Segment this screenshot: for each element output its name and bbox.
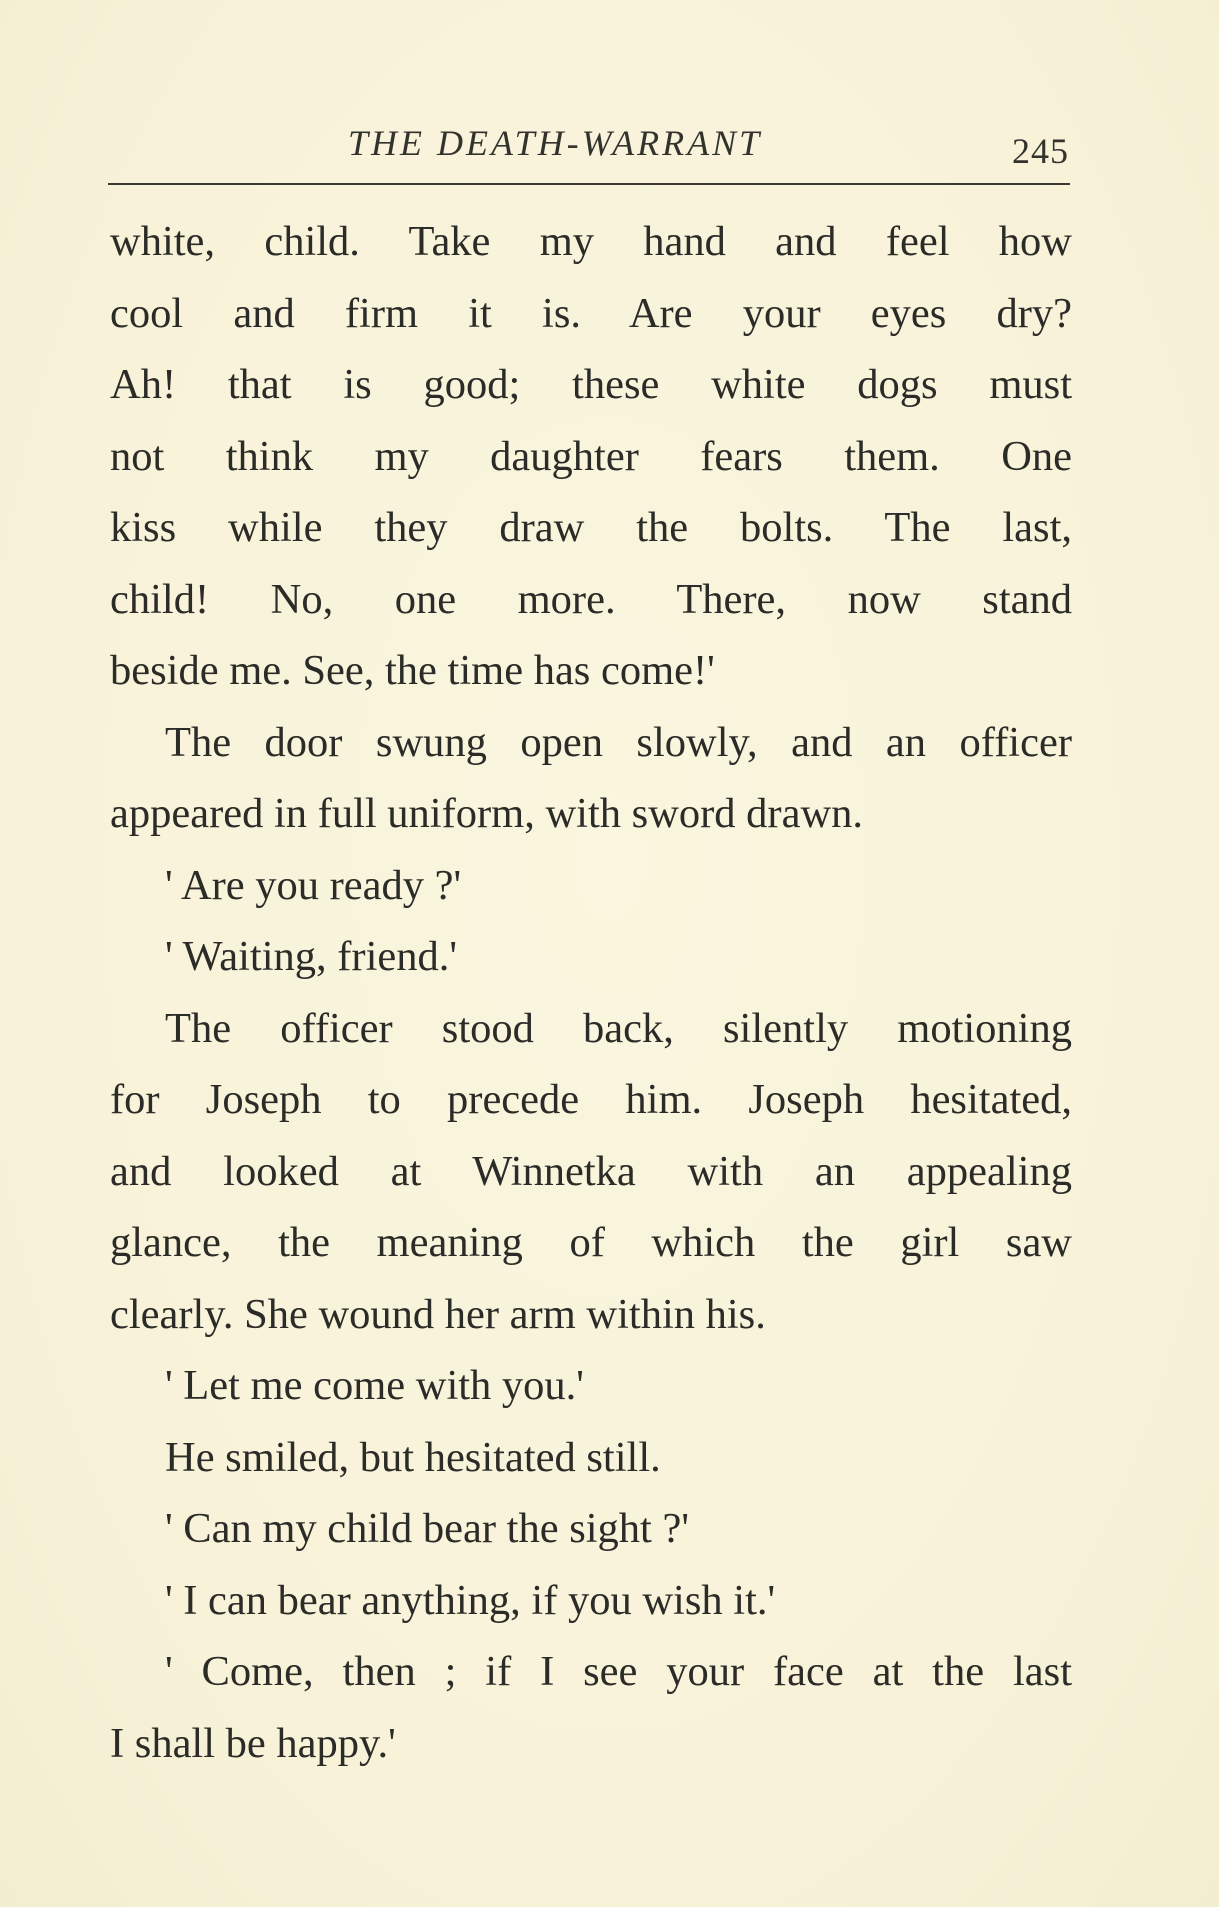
text-line: white, child. Take my hand and feel how bbox=[110, 218, 1072, 265]
text-line: not think my daughter fears them. One bbox=[110, 432, 1072, 480]
text-line: ' Waiting, friend.' bbox=[165, 933, 458, 980]
text-line: for Joseph to precede him. Joseph hesitated, bbox=[110, 1076, 1072, 1123]
text-line: glance, the meaning of which the girl saw bbox=[110, 1219, 1072, 1266]
running-title: THE DEATH-WARRANT bbox=[348, 123, 763, 163]
text-line: I shall be happy.' bbox=[110, 1719, 396, 1767]
text-line: ' I can bear anything, if you wish it.' bbox=[165, 1576, 776, 1624]
text-line: kiss while they draw the bolts. The last, bbox=[110, 504, 1072, 551]
body-text bbox=[110, 206, 1072, 1779]
text-line: appeared in full uniform, with sword drawn. bbox=[110, 790, 864, 837]
text-line: cool and firm it is. Are your eyes dry? bbox=[110, 289, 1072, 337]
text-line: beside me. See, the time has come!' bbox=[110, 647, 715, 694]
text-line: child! No, one more. There, now stand bbox=[110, 575, 1072, 623]
page-number: 245 bbox=[1012, 131, 1069, 171]
text-line: clearly. She wound her arm within his. bbox=[110, 1290, 766, 1338]
text-line: ' Can my child bear the sight ?' bbox=[165, 1505, 690, 1552]
text-line: ' Let me come with you.' bbox=[165, 1362, 584, 1409]
text-line: He smiled, but hesitated still. bbox=[165, 1433, 661, 1481]
text-line: ' Come, then ; if I see your face at the last bbox=[165, 1648, 1072, 1695]
header-rule bbox=[108, 183, 1070, 185]
running-head bbox=[108, 118, 1073, 171]
text-line: The door swung open slowly, and an officer bbox=[165, 718, 1072, 766]
text-line: ' Are you ready ?' bbox=[165, 861, 462, 909]
text-line: and looked at Winnetka with an appealing bbox=[110, 1147, 1072, 1195]
text-line: Ah! that is good; these white dogs must bbox=[110, 361, 1072, 408]
text-line: The officer stood back, silently motioning bbox=[165, 1004, 1072, 1052]
